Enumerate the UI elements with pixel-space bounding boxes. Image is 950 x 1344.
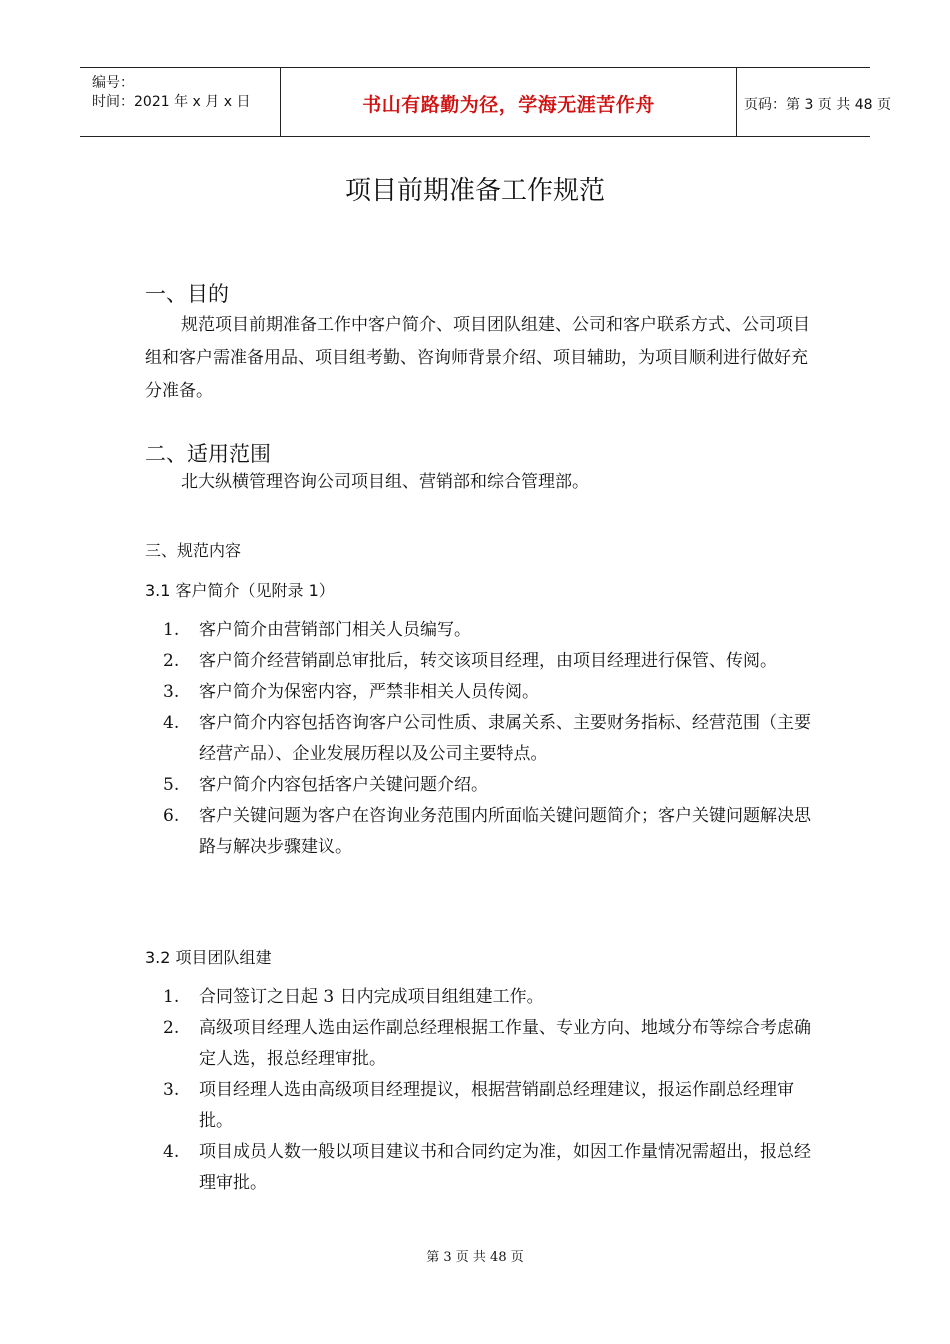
list-item [145, 1075, 815, 1137]
list-item [145, 615, 815, 646]
list-item [145, 708, 815, 770]
header-motto: 书山有路勤为径，学海无涯苦作舟 [362, 94, 655, 116]
list-item-number: 3. [163, 1080, 180, 1100]
section-text-purpose: 规范项目前期准备工作中客户简介、项目团队组建、公司和客户联系方式、公司项目组和客户需准备用品、项目组考勤、咨询师背景介绍、项目辅助，为项目顺利进行做好充分准备。 [145, 315, 810, 401]
section-heading-content: 三、规范内容 [145, 541, 242, 560]
list-item-number: 2. [163, 651, 180, 671]
list-item [145, 770, 815, 801]
list-item-number: 1. [163, 987, 180, 1007]
section-heading-scope: 二、适用范围 [145, 442, 271, 466]
list-item-text: 高级项目经理人选由运作副总经理根据工作量、专业方向、地域分布等综合考虑确定人选，报总经理审批。 [199, 1018, 811, 1069]
header-table [80, 67, 891, 137]
header-right-cell [736, 68, 891, 136]
document-number-label: 编号： [92, 75, 134, 91]
list-item [145, 801, 815, 863]
list-item-text: 客户简介由营销部门相关人员编写。 [199, 620, 471, 640]
list-item-number: 5. [163, 775, 180, 795]
subsection-heading-team-building: 3.2 项目团队组建 [145, 948, 272, 967]
document-title: 项目前期准备工作规范 [344, 176, 605, 206]
page-footer: 第 3 页 共 48 页 [426, 1250, 524, 1265]
list-item [145, 677, 815, 708]
list-item-text: 客户简介为保密内容，严禁非相关人员传阅。 [199, 682, 539, 702]
list-item-number: 4. [163, 1142, 180, 1162]
list-item [145, 982, 815, 1013]
header-page-label: 页码：第 3 页 共 48 页 [744, 97, 891, 113]
list-item-text: 客户简介内容包括咨询客户公司性质、隶属关系、主要财务指标、经营范围（主要经营产品）、企业发展历程以及公司主要特点。 [199, 713, 811, 764]
list-item-number: 4. [163, 713, 180, 733]
list-item-text: 合同签订之日起 3 日内完成项目组组建工作。 [199, 987, 544, 1007]
list-item-number: 2. [163, 1018, 180, 1038]
document-time-label: 时间：2021 年 x 月 x 日 [92, 94, 251, 110]
header-left-cell [80, 68, 280, 136]
list-item-number: 3. [163, 682, 180, 702]
section-heading-purpose: 一、目的 [145, 282, 229, 306]
list-item-text: 客户简介内容包括客户关键问题介绍。 [199, 775, 488, 795]
section-text-scope: 北大纵横管理咨询公司项目组、营销部和综合管理部。 [181, 472, 589, 492]
list-item [145, 646, 815, 677]
list-item-text: 客户关键问题为客户在咨询业务范围内所面临关键问题简介；客户关键问题解决思路与解决步骤建议。 [199, 806, 811, 857]
list-item-text: 客户简介经营销副总审批后，转交该项目经理，由项目经理进行保管、传阅。 [199, 651, 777, 671]
list-item-text: 项目经理人选由高级项目经理提议，根据营销副总经理建议，报运作副总经理审批。 [199, 1080, 794, 1131]
list-item-text: 项目成员人数一般以项目建议书和合同约定为准，如因工作量情况需超出，报总经理审批。 [199, 1142, 811, 1193]
list-item-number: 1. [163, 620, 180, 640]
team-building-list [145, 982, 815, 1199]
subsection-heading-client-intro: 3.1 客户简介（见附录 1） [145, 581, 335, 600]
client-intro-list [145, 615, 815, 863]
header-center-cell [280, 68, 737, 136]
list-item-number: 6. [163, 806, 180, 826]
list-item [145, 1137, 815, 1199]
list-item [145, 1013, 815, 1075]
